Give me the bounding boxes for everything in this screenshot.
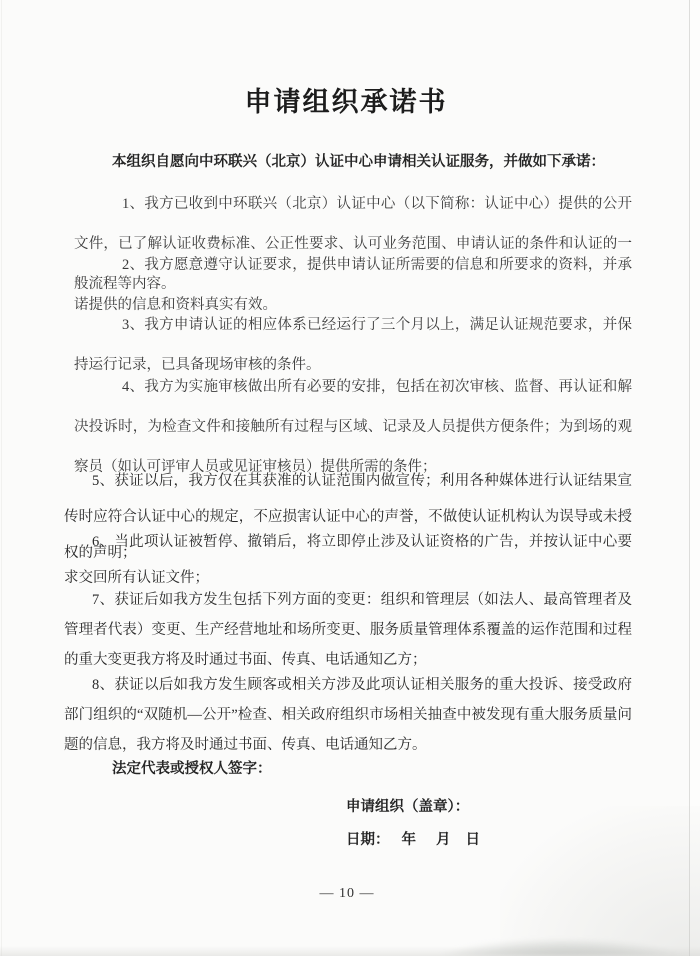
commitment-paragraph-1: 1、我方已收到中环联兴（北京）认证中心（以下简称：认证中心）提供的公开文件，已了解认证收费标准、公正性要求、认可业务范围、申请认证的条件和认证的一般流程等内容。 (74, 196, 632, 292)
commitment-paragraph-2: 2、我方愿意遵守认证要求，提供申请认证所需要的信息和所要求的资料，并承诺提供的信息和资料真实有效。 (74, 257, 632, 313)
org-seal-block (346, 797, 480, 850)
commitment-paragraph-5: 5、获证以后，我方仅在其获准的认证范围内做宣传；利用各种媒体进行认证结果宣传时应符合认证中心的规定，不应损害认证中心的声誉，不做使认证机构认为误导或未授权的声明； (64, 473, 632, 561)
intro-statement: 本组织自愿向中环联兴（北京）认证中心申请相关认证服务，并做如下承诺： (112, 154, 605, 170)
commitment-paragraph-3: 3、我方申请认证的相应体系已经运行了三个月以上，满足认证规范要求，并保持运行记录，已具备现场审核的条件。 (74, 317, 632, 373)
commitment-paragraph-6: 6、当此项认证被暂停、撤销后，将立即停止涉及认证资格的广告，并按认证中心要求交回所有认证文件； (64, 534, 632, 586)
date-day-label: 日 (465, 832, 480, 848)
scan-bottom-edge (0, 946, 700, 956)
commitment-paragraph-7: 7、获证后如我方发生包括下列方面的变更：组织和管理层（如法人、最高管理者及管理者代表）变更、生产经营地址和场所变更、服务质量管理体系覆盖的运作范围和过程的重大变更我方将及时通过书面、传真、电话通知乙方； (64, 592, 632, 668)
document-title: 申请组织承诺书 (244, 87, 448, 117)
date-year-label: 年 (401, 832, 416, 848)
commitment-paragraph-4: 4、我方为实施审核做出所有必要的安排，包括在初次审核、监督、再认证和解决投诉时，为检查文件和接触所有过程与区域、记录及人员提供方便条件；为到场的观察员（如认可评审人员或见证审核员）提供所需的条件； (74, 379, 632, 475)
date-label: 日期： (346, 832, 390, 848)
org-seal-label: 申请组织（盖章）： (346, 799, 470, 815)
page-number: — 10 — (319, 886, 375, 901)
signature-label: 法定代表或授权人签字： (112, 761, 272, 777)
date-month-label: 月 (436, 832, 451, 848)
date-line (346, 830, 480, 850)
commitment-paragraph-8: 8、获证以后如我方发生顾客或相关方涉及此项认证相关服务的重大投诉、接受政府部门组织的“双随机—公开”检查、相关政府组织市场相关抽查中被发现有重大服务质量问题的信息，我方将及时通过书面、传真、电话通知乙方。 (64, 677, 632, 753)
scan-edge-line-left (1, 0, 2, 956)
